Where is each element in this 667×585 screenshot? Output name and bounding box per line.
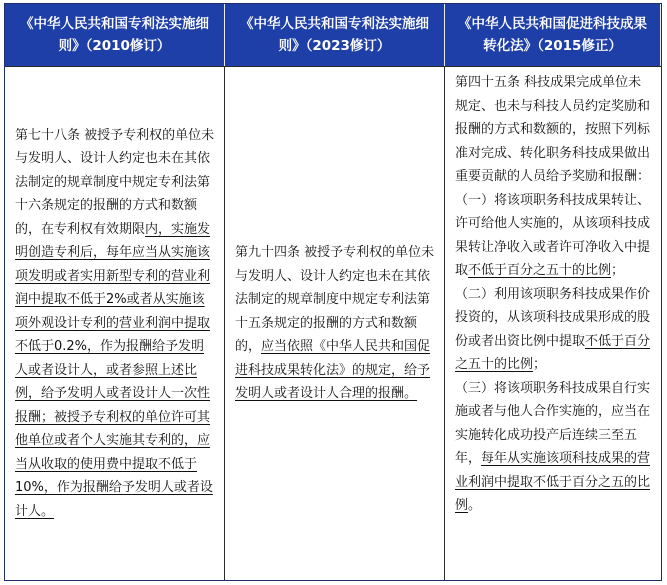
header-2010-rules (5, 4, 225, 66)
item-2-plain: （二）利用该项职务科技成果作价投资的，从该项科技成果形成的股份或者出资比例中提取 (455, 286, 651, 349)
article-94-plain: 第九十四条 被授予专利权的单位未与发明人、设计人约定也未在其依法制定的规章制度中规定专利法第十五条规定的报酬的方式和数额的， (235, 245, 435, 355)
item-2-end: ； (533, 357, 547, 372)
item-2-underlined: 不低于百分之五十的比例 (455, 333, 651, 372)
header-2015-law-text: 《中华人民共和国促进科技成果转化法》（2015修正） (458, 16, 647, 54)
article-45-item-2 (455, 283, 652, 377)
header-2023-rules (225, 4, 445, 66)
article-45-item-1 (455, 189, 652, 283)
article-94-text (235, 241, 435, 406)
item-3-underlined: 每年从实施该项科技成果的营业利润中提取不低于百分之五的比例 (455, 451, 651, 513)
cell-article-78 (5, 66, 225, 580)
article-94-underlined: 应当依照《中华人民共和国促进科技成果转化法》的规定，给予发明人或者设计人合理的报酬。 (235, 339, 431, 402)
cell-article-45 (445, 66, 661, 580)
item-1-plain: （一）将该项职务科技成果转让、许可给他人实施的，从该项科技成果转让净收入或者许可净收入中提取 (455, 192, 651, 278)
article-45-item-3 (455, 377, 652, 518)
item-3-end: 。 (468, 498, 482, 513)
item-1-underlined: 不低于百分之五十的比例 (468, 263, 612, 278)
article-78-underlined: 内，实施发明创造专利后，每年应当从实施该项发明或者实用新型专利的营业利润中提取不低于2%或者从实施该项外观设计专利的营业利润中提取不低于0.2%，作为报酬给予发明人或者设计人，或者参照上述比例，给予发明人或者设计人一次性报酬；被授予专利权的单位许可其他单位或者个人实施其专利的，应当从收取的使用费中提取不低于10%，作为报酬给予发明人或者设计人。 (15, 221, 213, 519)
article-78-plain: 第七十八条 被授予专利权的单位未与发明人、设计人约定也未在其依法制定的规章制度中规定专利法第十六条规定的报酬的方式和数额的，在专利权有效期限 (15, 127, 215, 237)
header-2010-rules-text: 《中华人民共和国专利法实施细则》（2010修订） (20, 16, 209, 54)
header-2015-law (445, 4, 661, 66)
item-1-end: ； (611, 263, 625, 278)
item-3-plain: （三）将该项职务科技成果自行实施或者与他人合作实施的，应当在实施转化成功投产后连续三至五年， (455, 380, 651, 466)
header-2023-rules-text: 《中华人民共和国专利法实施细则》（2023修订） (240, 16, 429, 54)
article-78-text (15, 124, 215, 524)
cell-article-94 (225, 66, 445, 580)
article-45-intro: 第四十五条 科技成果完成单位未规定、也未与科技人员约定奖励和报酬的方式和数额的，按照下列标准对完成、转化职务科技成果做出重要贡献的人员给予奖励和报酬： (455, 75, 651, 184)
comparison-table (4, 3, 662, 581)
